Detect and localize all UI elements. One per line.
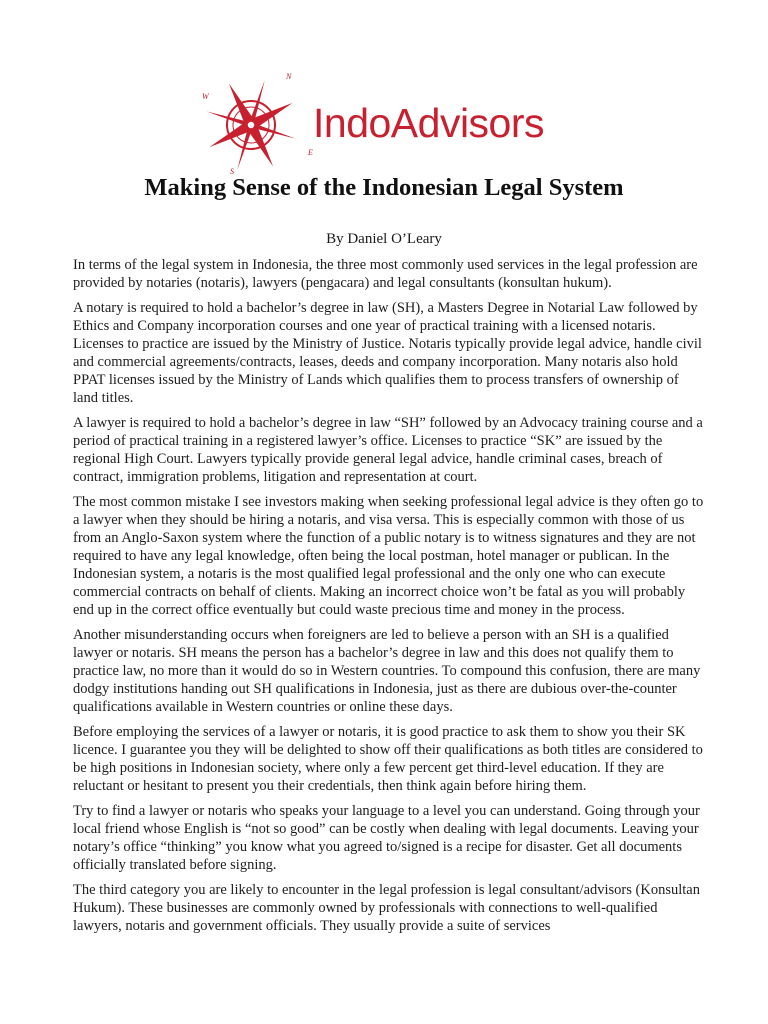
compass-east-label: E — [308, 148, 313, 157]
paragraph: Another misunderstanding occurs when foreigners are led to believe a person with an SH is a qualified lawyer or notaris. SH means the person has a bachelor’s degree in law and this does not qualify them to practice law, no more than it would do so in Western countries. To compound this confusion, there are many dodgy institutions handing out SH qualifications in Indonesia, just as there are dubious over-the-counter qualifications available in Western countries or online these days. — [73, 627, 701, 715]
paragraph: The third category you are likely to encounter in the legal profession is legal consultant/advisors (Konsultan Hukum). These businesses are commonly owned by professionals with connections to well-qualified lawyers, notaris and government officials. They usually provide a suite of services — [73, 882, 700, 934]
document-title: Making Sense of the Indonesian Legal System — [144, 174, 624, 201]
paragraph: The most common mistake I see investors making when seeking professional legal advice is they often go to a lawyer when they should be hiring a notaris, and visa versa. This is especially common with those of us from an Anglo-Saxon system where the function of a public notary is to witness signatures and they are not required to have any legal knowledge, often being the local postman, hotel manager or publican. In the Indonesian system, a notaris is the most qualified legal professional and the only one who can execute commercial contracts on behalf of clients. Making an incorrect choice won’t be fatal as you will probably end up in the correct office eventually but could waste precious time and money in the process. — [73, 494, 704, 618]
paragraph: Try to find a lawyer or notaris who speaks your language to a level you can understand. Going through your local friend whose English is “not so good” can be costly when dealing with legal documents. Leaving your notary’s office “thinking” you know what you agreed to/signed is a recipe for disaster. Get all documents officially translated before signing. — [73, 803, 700, 873]
compass-rose-icon — [196, 70, 324, 180]
brand-name: IndoAdvisors — [313, 100, 545, 146]
paragraph: Before employing the services of a lawyer or notaris, it is good practice to ask them to show you their SK licence. I guarantee you they will be delighted to show off their qualifications as both titles are considered to be high positions in Indonesian society, where only a few percent get third-level education. If they are reluctant or hesitant to present you their credentials, then think again before hiring them. — [73, 724, 703, 794]
author-byline: By Daniel O’Leary — [326, 231, 442, 247]
compass-south-label: S — [230, 167, 234, 176]
indoadvisors-logo — [196, 70, 576, 180]
article-body — [73, 256, 705, 942]
compass-west-label: W — [202, 92, 209, 101]
compass-north-label: N — [286, 72, 292, 81]
paragraph: A notary is required to hold a bachelor’s degree in law (SH), a Masters Degree in Notarial Law followed by Ethics and Company incorporation courses and one year of practical training with a licensed notaris. Licenses to practice are issued by the Ministry of Justice. Notaris typically provide legal advice, handle civil and commercial agreements/contracts, leases, deeds and company incorporation. Many notaris also hold PPAT licenses issued by the Ministry of Lands which qualifies them to process transfers of ownership of land titles. — [73, 300, 702, 406]
paragraph: In terms of the legal system in Indonesia, the three most commonly used services in the legal profession are provided by notaries (notaris), lawyers (pengacara) and legal consultants (konsultan hukum). — [73, 257, 698, 291]
paragraph: A lawyer is required to hold a bachelor’s degree in law “SH” followed by an Advocacy training course and a period of practical training in a registered lawyer’s office. Licenses to practice “SK” are issued by the regional High Court. Lawyers typically provide general legal advice, handle criminal cases, breach of contract, immigration problems, litigation and representation at court. — [73, 415, 703, 485]
